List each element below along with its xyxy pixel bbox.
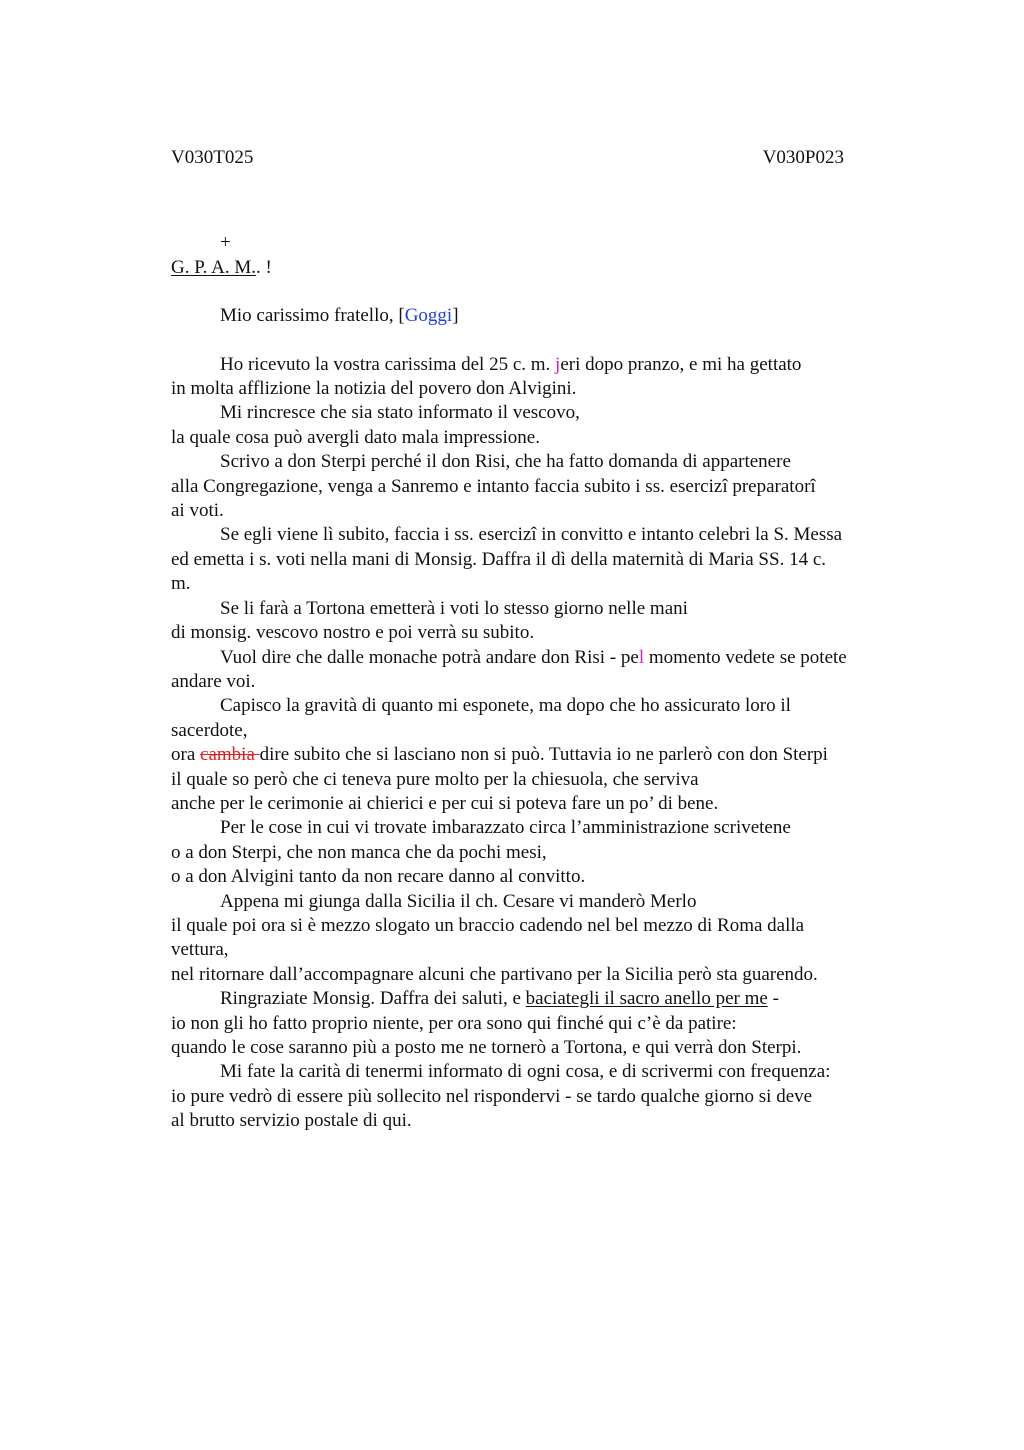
paragraph-5 (171, 597, 911, 646)
text-line: al brutto servizio postale di qui. (171, 1110, 412, 1132)
text-line: sacerdote, (171, 719, 248, 741)
paragraph-8 (171, 816, 911, 889)
text-line: Appena mi giunga dalla Sicilia il ch. Cesare vi manderò Merlo (220, 890, 697, 912)
correction-mark: j (555, 353, 561, 375)
text-line: alla Congregazione, venga a Sanremo e intanto faccia subito i ss. esercizî preparatorî (171, 475, 816, 497)
letter-body (171, 146, 911, 1134)
text-line: ai voti. (171, 500, 224, 522)
gpam-heading (171, 256, 911, 280)
underlined-phrase: baciategli il sacro anello per me (525, 988, 768, 1010)
text-line: di monsig. vescovo nostro e poi verrà su subito. (171, 622, 535, 644)
text-line: la quale cosa può avergli dato mala impressione. (171, 426, 540, 448)
salutation-text: Mio carissimo fratello, [ (220, 305, 405, 327)
text-line: ora (171, 744, 201, 766)
paragraph-2 (171, 401, 911, 450)
text-line: Se li farà a Tortona emetterà i voti lo stesso giorno nelle mani (220, 597, 688, 619)
salutation (171, 304, 911, 328)
text-line: il quale poi ora si è mezzo slogato un braccio cadendo nel bel mezzo di Roma dalla (171, 914, 805, 936)
text-line: anche per le cerimonie ai chierici e per cui si poteva fare un po’ di bene. (171, 792, 719, 814)
text-line: - (767, 988, 779, 1010)
gpam-tail: . ! (256, 256, 272, 278)
paragraph-1 (171, 353, 911, 402)
text-line: o a don Sterpi, che non manca che da pochi mesi, (171, 841, 547, 863)
paragraph-9 (171, 890, 911, 988)
text-line: quando le cose saranno più a posto me ne tornerò a Tortona, e qui verrà don Sterpi. (171, 1037, 802, 1058)
paragraph-10 (171, 987, 911, 1060)
paragraph-4 (171, 523, 911, 596)
text-line: andare voi. (171, 670, 256, 692)
text-line: Vuol dire che dalle monache potrà andare don Risi - pe (220, 646, 639, 668)
gpam-abbreviation: G. P. A. M. (171, 256, 256, 278)
text-line: Mi rincresce che sia stato informato il vescovo, (220, 402, 580, 424)
text-line: vettura, (171, 939, 229, 961)
text-line: Capisco la gravità di quanto mi esponete, ma dopo che ho assicurato loro il (220, 695, 791, 717)
text-line: dire subito che si lasciano non si può. Tuttavia io ne parlerò con don Sterpi (259, 744, 828, 766)
text-line: Ho ricevuto la vostra carissima del 25 c. m. (220, 353, 556, 375)
document-header (171, 146, 844, 170)
text-line: ed emetta i s. voti nella mani di Monsig. Daffra il dì della maternità di Maria SS. 14 c. (171, 548, 826, 570)
salutation-close: ] (452, 305, 459, 327)
document-code-left: V030T025 (171, 147, 254, 168)
text-line: il quale so però che ci teneva pure molto per la chiesuola, che serviva (171, 768, 699, 790)
text-line: Scrivo a don Sterpi perché il don Risi, che ha fatto domanda di appartenere (220, 451, 791, 473)
text-line: Mi fate la carità di tenermi informato di ogni cosa, e di scrivermi con frequenza: (220, 1061, 831, 1083)
paragraph-3 (171, 450, 911, 523)
text-line: Ringraziate Monsig. Daffra dei saluti, e (220, 988, 526, 1010)
document-code-right: V030P023 (762, 147, 844, 168)
text-line: m. (171, 573, 191, 595)
text-line: nel ritornare dall’accompagnare alcuni che partivano per la Sicilia però sta guarendo. (171, 963, 818, 985)
deleted-word: cambia (200, 744, 260, 766)
recipient-name: Goggi (404, 305, 453, 327)
cross-mark: + (220, 232, 231, 254)
text-line: o a don Alvigini tanto da non recare danno al convitto. (171, 866, 586, 888)
text-line: io pure vedrò di essere più sollecito nel rispondervi - se tardo qualche giorno si deve (171, 1085, 813, 1107)
text-line: in molta afflizione la notizia del povero don Alvigini. (171, 378, 577, 400)
correction-mark: l (638, 646, 645, 668)
text-line: Se egli viene lì subito, faccia i ss. esercizî in convitto e intanto celebri la S. Messa (220, 524, 843, 546)
paragraph-11 (171, 1060, 911, 1133)
text-line: eri dopo pranzo, e mi ha gettato (560, 353, 802, 375)
text-line: Per le cose in cui vi trovate imbarazzato circa l’amministrazione scrivetene (220, 817, 791, 839)
paragraph-6 (171, 646, 911, 695)
text-line: io non gli ho fatto proprio niente, per ora sono qui finché qui c’è da patire: (171, 1012, 737, 1034)
paragraph-7 (171, 694, 911, 816)
text-line: momento vedete se potete (644, 646, 847, 668)
